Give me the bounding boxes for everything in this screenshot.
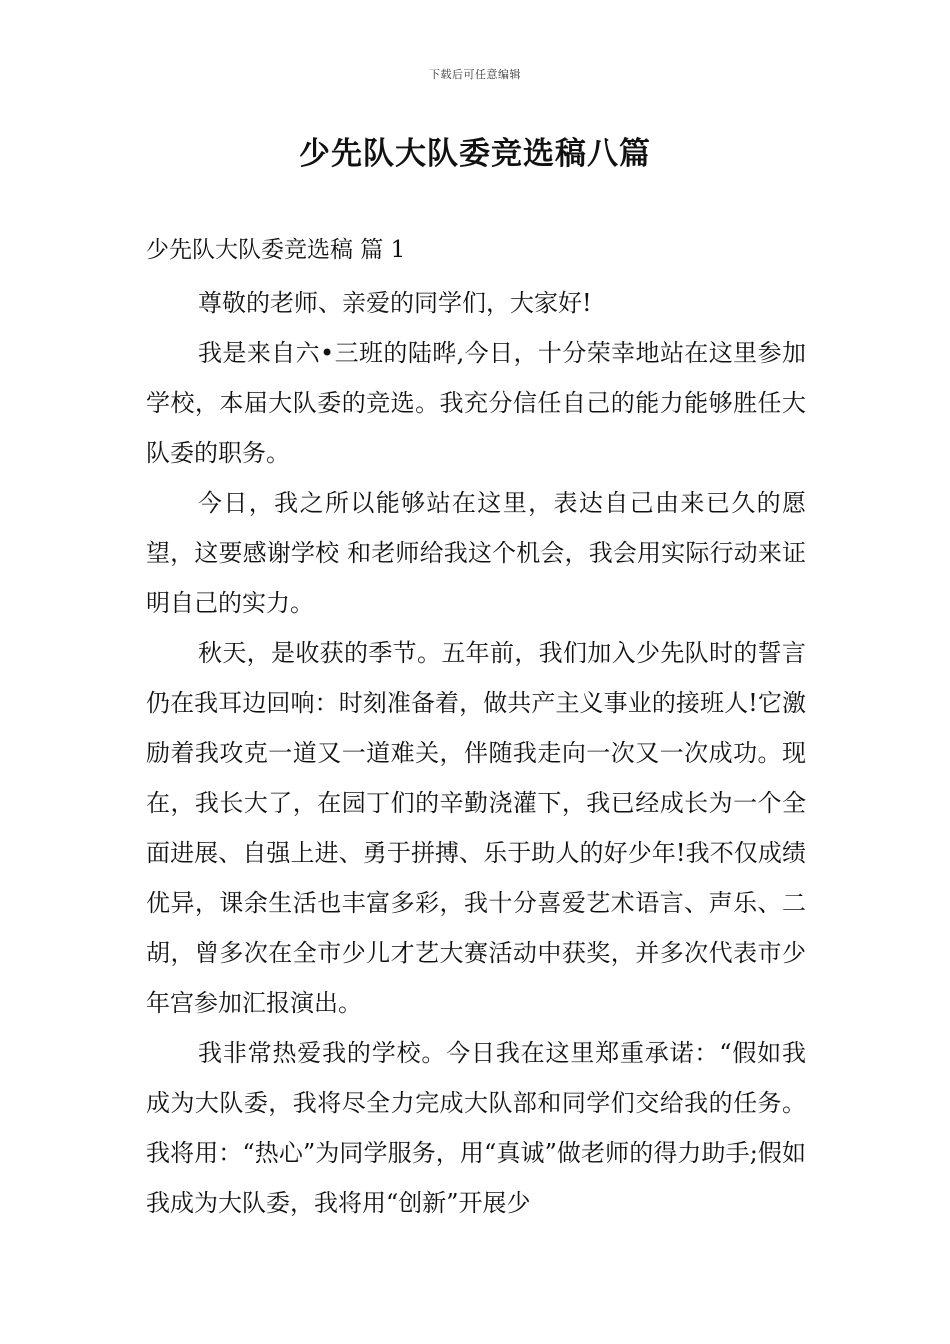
document-title: 少先队大队委竞选稿八篇 xyxy=(299,136,651,172)
paragraph-promise: 我非常热爱我的学校。今日我在这里郑重承诺：“假如我成为大队委，我将尽全力完成大队部和同学们交给我的任务。我将用：“热心”为同学服务，用“真诚”做老师的得力助手;假如我成为大队委，我将用“创新”开展少 xyxy=(146,1039,806,1217)
paragraph-greeting: 尊敬的老师、亲爱的同学们，大家好! xyxy=(198,289,592,317)
section-heading: 少先队大队委竞选稿 篇 1 xyxy=(146,237,406,263)
paragraph-introduction: 我是来自六•三班的陆晔,今日，十分荣幸地站在这里参加学校，本届大队委的竞选。我充分信任自己的能力能够胜任大队委的职务。 xyxy=(146,339,806,467)
paragraph-achievements: 秋天，是收获的季节。五年前，我们加入少先队时的誓言仍在我耳边回响：时刻准备着，做共产主义事业的接班人!它激励着我攻克一道又一道难关，伴随我走向一次又一次成功。现在，我长大了，在园丁们的辛勤浇灌下，我已经成长为一个全面进展、自强上进、勇于拼搏、乐于助人的好少年!我不仅成绩优异，课余生活也丰富多彩，我十分喜爱艺术语言、声乐、二胡，曾多次在全市少儿才艺大赛活动中获奖，并多次代表市少年宫参加汇报演出。 xyxy=(146,639,806,1017)
header-note: 下载后可任意编辑 xyxy=(429,68,521,81)
paragraph-gratitude: 今日，我之所以能够站在这里，表达自己由来已久的愿望，这要感谢学校 和老师给我这个机会，我会用实际行动来证明自己的实力。 xyxy=(146,489,806,617)
document-body xyxy=(146,228,806,1228)
